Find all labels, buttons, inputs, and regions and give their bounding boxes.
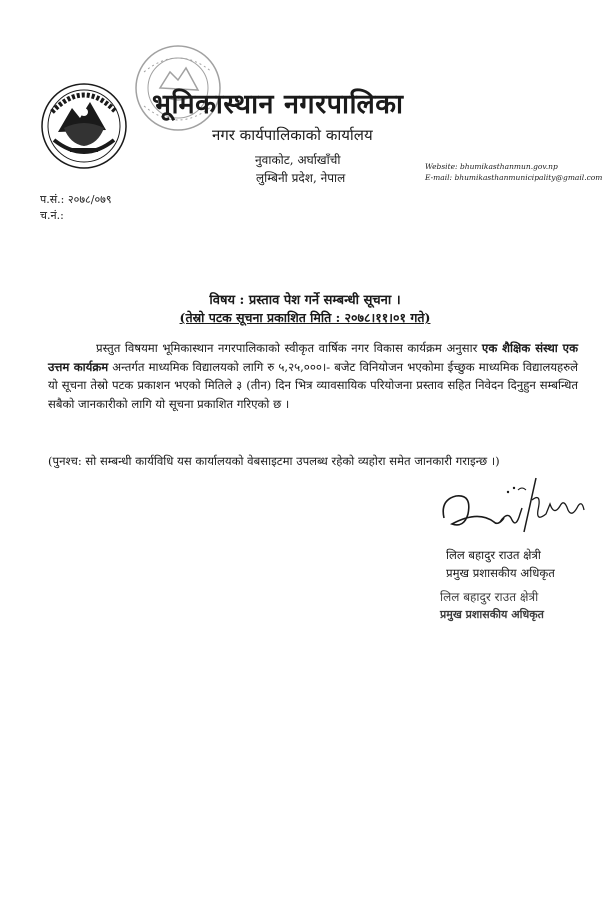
email-text: E-mail: bhumikasthanmunicipality@gmail.com xyxy=(425,173,603,182)
address-line-1: नुवाकोट, अर्घाखाँची xyxy=(255,153,341,167)
subject-line: विषय : प्रस्ताव पेश गर्ने सम्बन्धी सूचना । xyxy=(209,293,401,308)
dispatch-number: च.नं.: xyxy=(40,209,64,222)
subject-publish-date: (तेस्रो पटक सूचना प्रकाशित मिति : २०७८।११।०१ गते) xyxy=(179,310,431,325)
signatory-title: प्रमुख प्रशासकीय अधिकृत xyxy=(446,566,555,580)
website-text: Website: bhumikasthanmun.gov.np xyxy=(425,162,558,171)
program-name: एक शैक्षिक संस्था एक उत्तम कार्यक्रम xyxy=(48,341,578,374)
org-subtitle: नगर कार्यपालिकाको कार्यालय xyxy=(212,126,373,144)
government-emblem-icon xyxy=(40,82,128,170)
reference-number: प.सं.: २०७८/०७९ xyxy=(40,193,112,206)
address-line-2: लुम्बिनी प्रदेश, नेपाल xyxy=(256,171,346,185)
signatory-name: लिल बहादुर राउत क्षेत्री xyxy=(446,548,541,562)
postscript: (पुनश्च: सो सम्बन्धी कार्यविधि यस कार्यालयको वेबसाइटमा उपलब्ध रहेको व्यहोरा समेत जानकारी गराइन्छ ।) xyxy=(48,454,500,468)
notice-body: प्रस्तुत विषयमा भूमिकास्थान नगरपालिकाको स्वीकृत वार्षिक नगर विकास कार्यक्रम अनुसार एक शैक्षिक संस्था एक उत्तम कार्यक्रम अन्तर्गत माध्यमिक विद्यालयको लागि रु ५,२५,०००।- बजेट विनियोजन भएकोमा ईच्छुक माध्यमिक विद्यालयहरुले यो सूचना तेस्रो पटक प्रकाशन भएको मितिले ३ (तीन) दिन भित्र व्यावसायिक परियोजना प्रस्ताव सहित निवेदन दिनुहुन सम्बन्धित सबैको जानकारीको लागि यो सूचना प्रकाशित गरिएको छ । xyxy=(48,341,578,411)
stamp-signatory-name: लिल बहादुर राउत क्षेत्री xyxy=(440,590,539,604)
org-name: भूमिकास्थान नगरपालिका xyxy=(152,89,404,120)
stamp-signatory-title: प्रमुख प्रशासकीय अधिकृत xyxy=(440,608,544,621)
handwritten-signature-icon xyxy=(438,470,588,550)
